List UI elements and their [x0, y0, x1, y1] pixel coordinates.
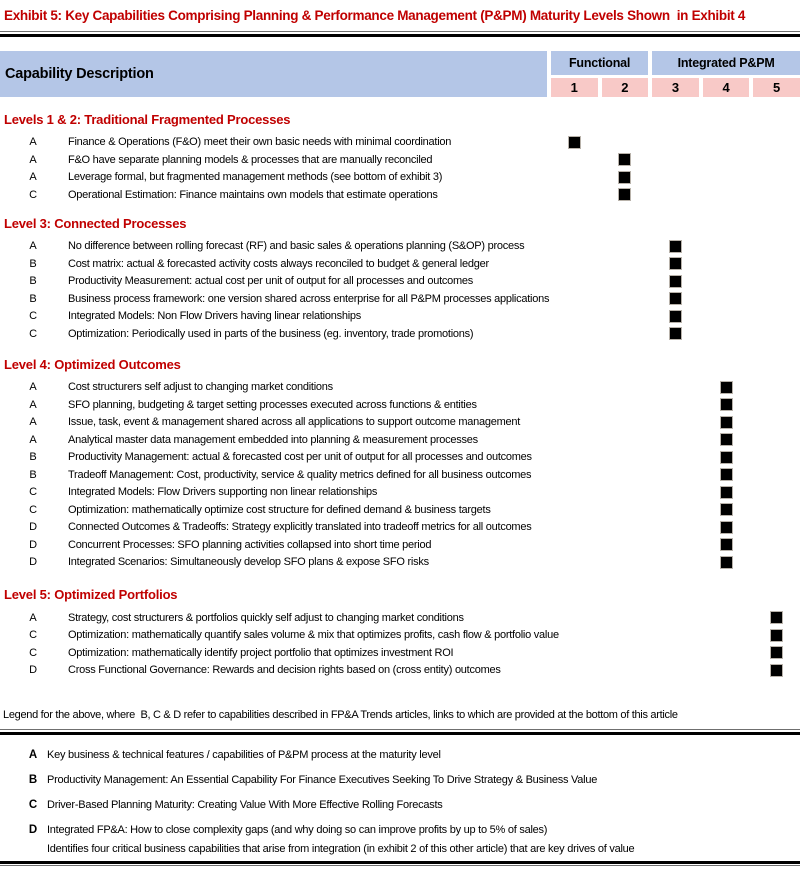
capability-description: Integrated Models: Non Flow Drivers having linear relationships	[68, 310, 362, 323]
legend-entries	[0, 748, 800, 857]
maturity-marker-icon	[618, 171, 631, 184]
level-cell	[753, 554, 800, 572]
capability-row	[0, 134, 800, 152]
maturity-section	[0, 215, 800, 343]
capability-letter: A	[29, 611, 37, 624]
maturity-marker-icon	[770, 611, 783, 624]
level-cell	[551, 609, 598, 627]
capability-letter: A	[29, 136, 37, 149]
level-cell	[551, 519, 598, 537]
maturity-marker-icon	[720, 556, 733, 569]
capability-row	[0, 431, 800, 449]
level-cell	[652, 554, 699, 572]
capability-row	[0, 449, 800, 467]
maturity-level-cells	[551, 536, 800, 554]
level-cell	[602, 186, 649, 204]
level-cell	[652, 644, 699, 662]
level-cell	[753, 519, 800, 537]
table-body	[0, 111, 800, 680]
level-cell	[703, 308, 750, 326]
maturity-level-cells	[551, 662, 800, 680]
level-cell	[652, 414, 699, 432]
maturity-level-cells	[551, 169, 800, 187]
legend-lines	[47, 798, 800, 813]
capability-letter: D	[29, 521, 37, 534]
level-cell	[602, 431, 649, 449]
maturity-marker-icon	[669, 292, 682, 305]
maturity-level-cells	[551, 519, 800, 537]
capability-description: Productivity Management: actual & forecasted cost per unit of output for all processes and outcomes	[68, 451, 532, 464]
maturity-level-cells	[551, 290, 800, 308]
level-cell	[703, 273, 750, 291]
level-cell	[602, 449, 649, 467]
level-cell	[551, 186, 598, 204]
capability-row	[0, 379, 800, 397]
level-cell	[703, 396, 750, 414]
capability-row	[0, 273, 800, 291]
capability-letter: C	[29, 646, 37, 659]
capability-description: Integrated Models: Flow Drivers supporting non linear relationships	[68, 486, 378, 499]
maturity-marker-icon	[669, 240, 682, 253]
capability-description-header: Capability Description	[0, 51, 547, 97]
maturity-level-cells	[551, 449, 800, 467]
capability-letter: A	[29, 153, 37, 166]
level-cell	[703, 379, 750, 397]
capability-description: Optimization: mathematically optimize cost structure for defined demand & business targets	[68, 503, 491, 516]
level-cell	[652, 627, 699, 645]
legend-letter: D	[28, 823, 38, 836]
legend-letter: C	[28, 798, 38, 811]
capability-description: Operational Estimation: Finance maintains own models that estimate operations	[68, 188, 438, 201]
level-cell	[551, 325, 598, 343]
level-cell	[753, 396, 800, 414]
maturity-section	[0, 586, 800, 679]
maturity-section	[0, 356, 800, 572]
level-cell	[753, 466, 800, 484]
capability-description: Leverage formal, but fragmented management methods (see bottom of exhibit 3)	[68, 171, 443, 184]
maturity-level-cells	[551, 484, 800, 502]
level-cell	[652, 186, 699, 204]
capability-description: SFO planning, budgeting & target setting processes executed across functions & entities	[68, 398, 477, 411]
maturity-section	[0, 111, 800, 204]
level-cell	[753, 169, 800, 187]
level-cell	[602, 644, 649, 662]
level-cell	[551, 449, 598, 467]
legend-line-text: Identifies four critical business capabilities that arise from integration (in exhibit 2 of this other article) that are key drives of value	[47, 842, 635, 855]
capability-row	[0, 644, 800, 662]
capability-description: No difference between rolling forecast (RF) and basic sales & operations planning (S&OP) process	[68, 240, 525, 253]
capability-letter: C	[29, 188, 37, 201]
level-cell	[652, 466, 699, 484]
column-group-1: Integrated P&PM	[652, 51, 800, 75]
level-cell	[602, 255, 649, 273]
maturity-level-cells	[551, 554, 800, 572]
maturity-level-cells	[551, 396, 800, 414]
level-cell	[551, 290, 598, 308]
capability-letter: C	[29, 486, 37, 499]
capability-letter: C	[29, 503, 37, 516]
column-group-0: Functional	[551, 51, 648, 75]
level-cell	[753, 325, 800, 343]
capability-letter: B	[29, 257, 37, 270]
level-cell	[551, 238, 598, 256]
level-cell	[703, 466, 750, 484]
level-cell	[652, 484, 699, 502]
level-cell	[602, 627, 649, 645]
level-cell	[551, 484, 598, 502]
maturity-level-cells	[551, 466, 800, 484]
level-cell	[602, 662, 649, 680]
level-cell	[703, 536, 750, 554]
level-cell	[602, 536, 649, 554]
level-column-header: 3	[652, 78, 699, 97]
level-cell	[703, 449, 750, 467]
legend-lines	[47, 748, 800, 763]
level-column-header: 1	[551, 78, 598, 97]
level-cell	[703, 644, 750, 662]
capability-letter: B	[29, 292, 37, 305]
level-cell	[551, 536, 598, 554]
maturity-level-cells	[551, 134, 800, 152]
level-cell	[602, 379, 649, 397]
capability-row	[0, 255, 800, 273]
maturity-marker-icon	[720, 468, 733, 481]
maturity-marker-icon	[720, 486, 733, 499]
maturity-level-cells	[551, 501, 800, 519]
capability-row	[0, 290, 800, 308]
level-cell	[652, 308, 699, 326]
capability-letter: A	[29, 416, 37, 429]
level-cell	[753, 662, 800, 680]
level-cell	[602, 273, 649, 291]
maturity-columns-header	[551, 51, 800, 97]
level-cell	[602, 308, 649, 326]
maturity-marker-icon	[720, 503, 733, 516]
level-cell	[551, 396, 598, 414]
capability-description: Concurrent Processes: SFO planning activities collapsed into short time period	[68, 538, 432, 551]
capability-row	[0, 151, 800, 169]
maturity-level-cells	[551, 627, 800, 645]
maturity-level-cells	[551, 186, 800, 204]
capability-description: Optimization: mathematically quantify sales volume & mix that optimizes profits, cash flow & portfolio value	[68, 629, 559, 642]
maturity-marker-icon	[720, 521, 733, 534]
level-cell	[753, 449, 800, 467]
capability-description: F&O have separate planning models & processes that are manually reconciled	[68, 153, 433, 166]
capability-letter: A	[29, 433, 37, 446]
maturity-marker-icon	[720, 538, 733, 551]
maturity-level-cells	[551, 414, 800, 432]
level-cell	[753, 609, 800, 627]
capability-letter: D	[29, 556, 37, 569]
level-column-header: 4	[703, 78, 750, 97]
level-cell	[602, 609, 649, 627]
maturity-level-cells	[551, 379, 800, 397]
level-cell	[652, 519, 699, 537]
level-cell	[652, 325, 699, 343]
capability-letter: D	[29, 538, 37, 551]
level-cell	[551, 501, 598, 519]
level-column-header: 5	[753, 78, 800, 97]
table-header	[0, 51, 800, 97]
legend-line-text: Key business & technical features / capabilities of P&PM process at the maturity level	[47, 748, 441, 761]
maturity-marker-icon	[720, 416, 733, 429]
maturity-level-cells	[551, 609, 800, 627]
level-cell	[551, 379, 598, 397]
legend-rule	[0, 729, 800, 735]
level-cell	[753, 414, 800, 432]
maturity-marker-icon	[770, 646, 783, 659]
capability-row	[0, 554, 800, 572]
section-heading: Levels 1 & 2: Traditional Fragmented Processes	[4, 111, 291, 127]
level-cell	[652, 609, 699, 627]
maturity-level-cells	[551, 273, 800, 291]
level-cell	[753, 501, 800, 519]
level-cell	[602, 466, 649, 484]
level-cell	[551, 466, 598, 484]
level-cell	[652, 536, 699, 554]
level-cell	[753, 151, 800, 169]
capability-letter: A	[29, 398, 37, 411]
capability-row	[0, 238, 800, 256]
level-cell	[703, 169, 750, 187]
level-cell	[551, 308, 598, 326]
capability-letter: C	[29, 310, 37, 323]
capability-row	[0, 484, 800, 502]
capability-row	[0, 186, 800, 204]
level-cell	[551, 644, 598, 662]
legend-intro: Legend for the above, where B, C & D refer to capabilities described in FP&A Trends articles, links to which are provided at the bottom of this article	[3, 709, 678, 721]
level-cell	[652, 662, 699, 680]
level-cell	[551, 273, 598, 291]
level-cell	[753, 536, 800, 554]
maturity-level-cells	[551, 238, 800, 256]
exhibit-title: Exhibit 5: Key Capabilities Comprising Planning & Performance Management (P&PM) Maturity Levels Shown in Exhibit 4	[4, 8, 746, 23]
title-rule	[0, 31, 800, 37]
legend-entry	[0, 773, 800, 788]
capability-row	[0, 325, 800, 343]
level-number-row	[551, 78, 800, 97]
section-heading: Level 3: Connected Processes	[4, 215, 187, 231]
capability-description: Cross Functional Governance: Rewards and decision rights based on (cross entity) outcomes	[68, 664, 501, 677]
level-cell	[753, 290, 800, 308]
level-cell	[551, 414, 598, 432]
maturity-marker-icon	[720, 451, 733, 464]
legend-lines	[47, 823, 800, 857]
level-cell	[602, 238, 649, 256]
capability-row	[0, 627, 800, 645]
capability-description: Business process framework: one version shared across enterprise for all P&PM processes applications	[68, 292, 550, 305]
capability-description: Connected Outcomes & Tradeoffs: Strategy explicitly translated into tradeoff metrics for all outcomes	[68, 521, 532, 534]
level-cell	[703, 554, 750, 572]
level-cell	[551, 134, 598, 152]
capability-letter: C	[29, 629, 37, 642]
maturity-marker-icon	[770, 664, 783, 677]
level-cell	[753, 379, 800, 397]
legend-entry	[0, 798, 800, 813]
level-cell	[602, 554, 649, 572]
capability-description: Cost matrix: actual & forecasted activity costs always reconciled to budget & general ledger	[68, 257, 489, 270]
level-cell	[753, 186, 800, 204]
maturity-level-cells	[551, 308, 800, 326]
maturity-marker-icon	[720, 398, 733, 411]
level-cell	[551, 554, 598, 572]
maturity-marker-icon	[618, 188, 631, 201]
level-cell	[602, 414, 649, 432]
legend-letter: B	[28, 773, 38, 786]
level-cell	[602, 396, 649, 414]
level-cell	[652, 134, 699, 152]
level-column-header: 2	[602, 78, 649, 97]
level-cell	[602, 519, 649, 537]
maturity-marker-icon	[770, 629, 783, 642]
level-cell	[551, 431, 598, 449]
level-cell	[753, 134, 800, 152]
level-cell	[551, 169, 598, 187]
level-cell	[703, 325, 750, 343]
level-cell	[703, 501, 750, 519]
level-cell	[703, 238, 750, 256]
capability-row	[0, 662, 800, 680]
level-cell	[703, 609, 750, 627]
level-cell	[703, 431, 750, 449]
level-cell	[703, 151, 750, 169]
capability-description: Integrated Scenarios: Simultaneously develop SFO plans & expose SFO risks	[68, 556, 429, 569]
level-cell	[602, 290, 649, 308]
level-cell	[753, 627, 800, 645]
capability-row	[0, 466, 800, 484]
capability-letter: A	[29, 171, 37, 184]
section-heading: Level 5: Optimized Portfolios	[4, 587, 178, 602]
level-cell	[753, 255, 800, 273]
capability-letter: A	[29, 381, 37, 394]
level-cell	[602, 151, 649, 169]
level-cell	[703, 255, 750, 273]
level-cell	[703, 484, 750, 502]
level-cell	[703, 290, 750, 308]
level-cell	[652, 396, 699, 414]
level-cell	[652, 290, 699, 308]
level-cell	[753, 431, 800, 449]
level-cell	[652, 238, 699, 256]
level-cell	[703, 134, 750, 152]
capability-letter: C	[29, 327, 37, 340]
capability-row	[0, 609, 800, 627]
level-cell	[551, 662, 598, 680]
level-cell	[652, 255, 699, 273]
capability-description: Finance & Operations (F&O) meet their own basic needs with minimal coordination	[68, 136, 452, 149]
level-cell	[602, 169, 649, 187]
capability-description: Issue, task, event & management shared across all applications to support outcome management	[68, 416, 521, 429]
capability-row	[0, 414, 800, 432]
level-cell	[652, 151, 699, 169]
capability-description: Optimization: Periodically used in parts of the business (eg. inventory, trade promotions)	[68, 327, 474, 340]
capability-letter: D	[29, 664, 37, 677]
capability-row	[0, 169, 800, 187]
maturity-marker-icon	[618, 153, 631, 166]
level-cell	[652, 501, 699, 519]
bottom-rule	[0, 861, 800, 867]
level-cell	[602, 134, 649, 152]
level-cell	[652, 431, 699, 449]
level-cell	[703, 519, 750, 537]
capability-description: Optimization: mathematically identify project portfolio that optimizes investment ROI	[68, 646, 454, 659]
capability-row	[0, 519, 800, 537]
level-cell	[551, 151, 598, 169]
section-heading: Level 4: Optimized Outcomes	[4, 356, 181, 372]
maturity-level-cells	[551, 325, 800, 343]
level-cell	[652, 379, 699, 397]
maturity-level-cells	[551, 255, 800, 273]
capability-row	[0, 308, 800, 326]
maturity-marker-icon	[568, 136, 581, 149]
capability-letter: B	[29, 468, 37, 481]
legend-lines	[47, 773, 800, 788]
legend-entry	[0, 823, 800, 857]
level-cell	[551, 627, 598, 645]
level-cell	[753, 273, 800, 291]
capability-description: Cost structurers self adjust to changing market conditions	[68, 381, 333, 394]
capability-description: Productivity Measurement: actual cost per unit of output for all processes and outcomes	[68, 275, 474, 288]
level-cell	[652, 169, 699, 187]
legend-line-text: Productivity Management: An Essential Capability For Finance Executives Seeking To Drive Strategy & Business Value	[47, 773, 598, 786]
maturity-level-cells	[551, 151, 800, 169]
maturity-marker-icon	[669, 275, 682, 288]
level-cell	[703, 627, 750, 645]
capability-letter: A	[29, 240, 37, 253]
legend-letter: A	[28, 748, 38, 761]
legend-line-text: Integrated FP&A: How to close complexity gaps (and why doing so can improve profits by up to 5% of sales)	[47, 823, 548, 836]
capability-row	[0, 501, 800, 519]
level-cell	[753, 308, 800, 326]
capability-description: Strategy, cost structurers & portfolios quickly self adjust to changing market conditions	[68, 611, 464, 624]
capability-row	[0, 536, 800, 554]
legend-line-text: Driver-Based Planning Maturity: Creating Value With More Effective Rolling Forecasts	[47, 798, 443, 811]
level-cell	[753, 484, 800, 502]
maturity-marker-icon	[720, 381, 733, 394]
legend-entry	[0, 748, 800, 763]
capability-letter: B	[29, 451, 37, 464]
level-cell	[703, 414, 750, 432]
capability-description: Tradeoff Management: Cost, productivity, service & quality metrics defined for all business outcomes	[68, 468, 532, 481]
column-group-row	[551, 51, 800, 75]
maturity-marker-icon	[669, 257, 682, 270]
capability-row	[0, 396, 800, 414]
maturity-marker-icon	[720, 433, 733, 446]
level-cell	[551, 255, 598, 273]
maturity-level-cells	[551, 431, 800, 449]
maturity-marker-icon	[669, 310, 682, 323]
capability-description: Analytical master data management embedded into planning & measurement processes	[68, 433, 478, 446]
level-cell	[602, 325, 649, 343]
level-cell	[703, 186, 750, 204]
level-cell	[652, 449, 699, 467]
level-cell	[602, 501, 649, 519]
maturity-level-cells	[551, 644, 800, 662]
level-cell	[602, 484, 649, 502]
level-cell	[652, 273, 699, 291]
level-cell	[753, 644, 800, 662]
level-cell	[703, 662, 750, 680]
capability-letter: B	[29, 275, 37, 288]
maturity-marker-icon	[669, 327, 682, 340]
level-cell	[753, 238, 800, 256]
